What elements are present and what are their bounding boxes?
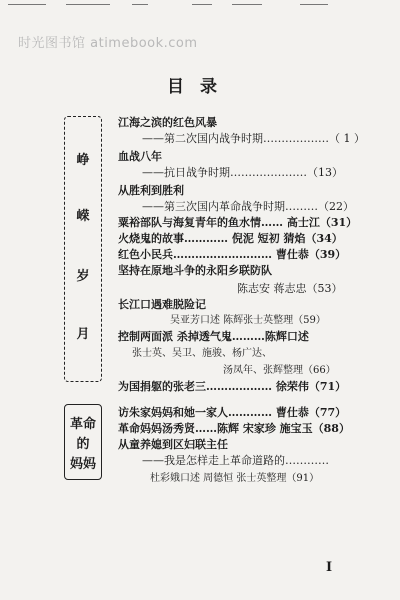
toc-entry: 血战八年 bbox=[118, 150, 162, 163]
toc-entry: 坚持在原地斗争的永阳乡联防队 bbox=[118, 264, 272, 277]
top-edge-marks bbox=[0, 0, 400, 10]
section-char: 峥 bbox=[76, 153, 90, 168]
toc-entry: 从童养媳到区妇联主任 bbox=[118, 438, 228, 451]
section-char: 嵘 bbox=[76, 209, 90, 224]
toc-entry: ——第二次国内战争时期………………（ 1 ） bbox=[142, 132, 365, 145]
toc-entry: 为国捐躯的张老三……………… 徐荣伟（71） bbox=[118, 380, 347, 393]
section-box-zhengrong bbox=[64, 116, 102, 382]
section-char: 岁 bbox=[76, 269, 90, 284]
page-number: I bbox=[326, 560, 333, 575]
page-title: 目录 bbox=[167, 77, 233, 97]
toc-entry: 从胜利到胜利 bbox=[118, 184, 184, 197]
toc-entry: 革命妈妈汤秀贤……陈辉 宋家珍 施宝玉（88） bbox=[118, 422, 350, 435]
section-char: 革命 bbox=[69, 417, 96, 432]
toc-entry: 控制两面派 杀掉透气鬼………陈辉口述 bbox=[118, 330, 309, 343]
section-char: 月 bbox=[76, 327, 90, 342]
toc-entry: ——我是怎样走上革命道路的………… bbox=[142, 454, 329, 467]
section-box-geming-mama bbox=[64, 404, 102, 480]
section-char: 妈妈 bbox=[69, 457, 96, 472]
toc-entry: 汤凤年、张辉整理（66） bbox=[223, 365, 336, 376]
watermark: 时光图书馆 atimebook.com bbox=[18, 36, 198, 51]
toc-entry: 火烧鬼的故事………… 倪泥 短初 猜焰（34） bbox=[118, 232, 343, 245]
toc-entry: 江海之滨的红色风暴 bbox=[118, 116, 217, 129]
toc-entry: 陈志安 蒋志忠（53） bbox=[237, 282, 343, 295]
toc-entry: 访朱家妈妈和她一家人………… 曹仕恭（77） bbox=[118, 406, 347, 419]
toc-entry: 长江口遇难脱险记 bbox=[118, 298, 206, 311]
toc-entry: ——第三次国内革命战争时期………（22） bbox=[142, 200, 354, 213]
section-char: 的 bbox=[76, 437, 90, 452]
toc-entry: ——抗日战争时期…………………（13） bbox=[142, 166, 343, 179]
toc-entry: 张士英、吴卫、施骏、杨广达、 bbox=[132, 348, 272, 359]
toc-entry: 吴亚芳口述 陈辉张士英整理（59） bbox=[170, 315, 326, 326]
toc-entry: 红色小民兵……………………… 曹仕恭（39） bbox=[118, 248, 347, 261]
toc-entry: 粟裕部队与海复青年的鱼水情…… 高士江（31） bbox=[118, 216, 358, 229]
toc-entry: 杜彩娥口述 周德恒 张士英整理（91） bbox=[150, 473, 320, 484]
